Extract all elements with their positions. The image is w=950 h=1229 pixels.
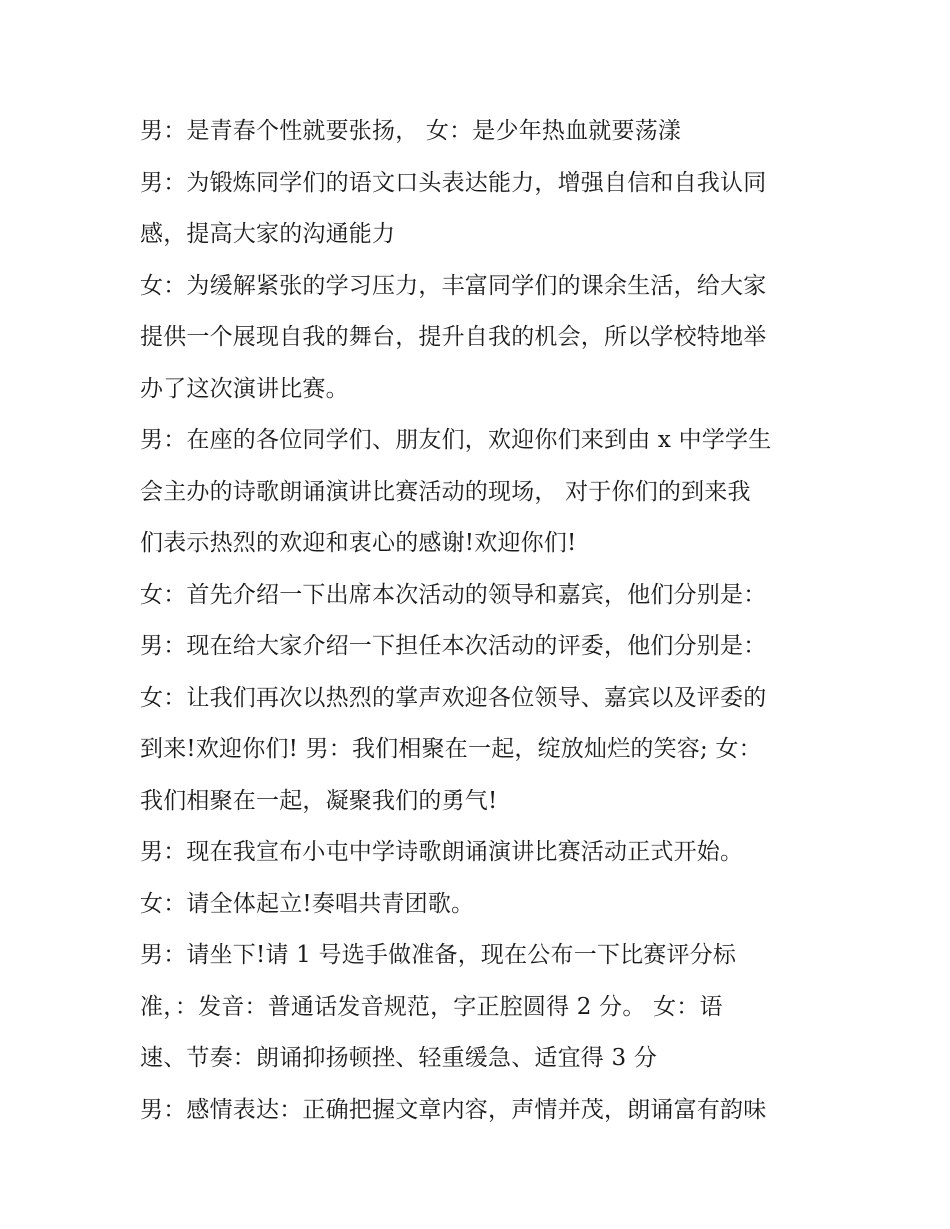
text-line: 女：请全体起立!奏唱共青团歌。 bbox=[140, 890, 475, 917]
text-line: 女：让我们再次以热烈的掌声欢迎各位领导、嘉宾以及评委的 bbox=[140, 684, 767, 711]
text-line: 速、节奏：朗诵抑扬顿挫、轻重缓急、适宜得 3 分 bbox=[140, 1045, 658, 1071]
text-line: 男：感情表达：正确把握文章内容，声情并茂，朗诵富有韵味 bbox=[140, 1096, 767, 1123]
text-line: 男：是青春个性就要张扬， 女：是少年热血就要荡漾 bbox=[140, 118, 682, 144]
text-line: 们表示热烈的欢迎和衷心的感谢!欢迎你们! bbox=[140, 530, 577, 556]
text-line: 感，提高大家的沟通能力 bbox=[140, 221, 396, 247]
text-line: 男：为锻炼同学们的语文口头表达能力，增强自信和自我认同 bbox=[140, 169, 767, 196]
text-line: 男：请坐下!请 1 号选手做准备，现在公布一下比赛评分标 bbox=[140, 942, 737, 968]
text-line: 我们相聚在一起，凝聚我们的勇气! bbox=[140, 787, 498, 814]
text-line: 会主办的诗歌朗诵演讲比赛活动的现场， 对于你们的到来我 bbox=[140, 478, 751, 505]
text-line: 男：现在给大家介绍一下担任本次活动的评委，他们分别是： bbox=[140, 633, 767, 659]
text-line: 女：为缓解紧张的学习压力，丰富同学们的课余生活，给大家 bbox=[140, 272, 767, 299]
document-body bbox=[140, 106, 820, 1136]
text-line: 办了这次演讲比赛。 bbox=[140, 375, 349, 402]
text-line: 到来!欢迎你们! 男：我们相聚在一起，绽放灿烂的笑容; 女： bbox=[140, 736, 762, 762]
text-line: 提供一个展现自我的舞台，提升自我的机会，所以学校特地举 bbox=[140, 324, 767, 350]
text-line: 女：首先介绍一下出席本次活动的领导和嘉宾，他们分别是： bbox=[140, 581, 767, 608]
text-line: 男：现在我宣布小屯中学诗歌朗诵演讲比赛活动正式开始。 bbox=[140, 839, 744, 865]
text-line: 准，：发音：普通话发音规范，字正腔圆得 2 分。 女：语 bbox=[140, 993, 723, 1020]
text-line: 男：在座的各位同学们、朋友们，欢迎你们来到由 x 中学学生 bbox=[140, 427, 772, 453]
